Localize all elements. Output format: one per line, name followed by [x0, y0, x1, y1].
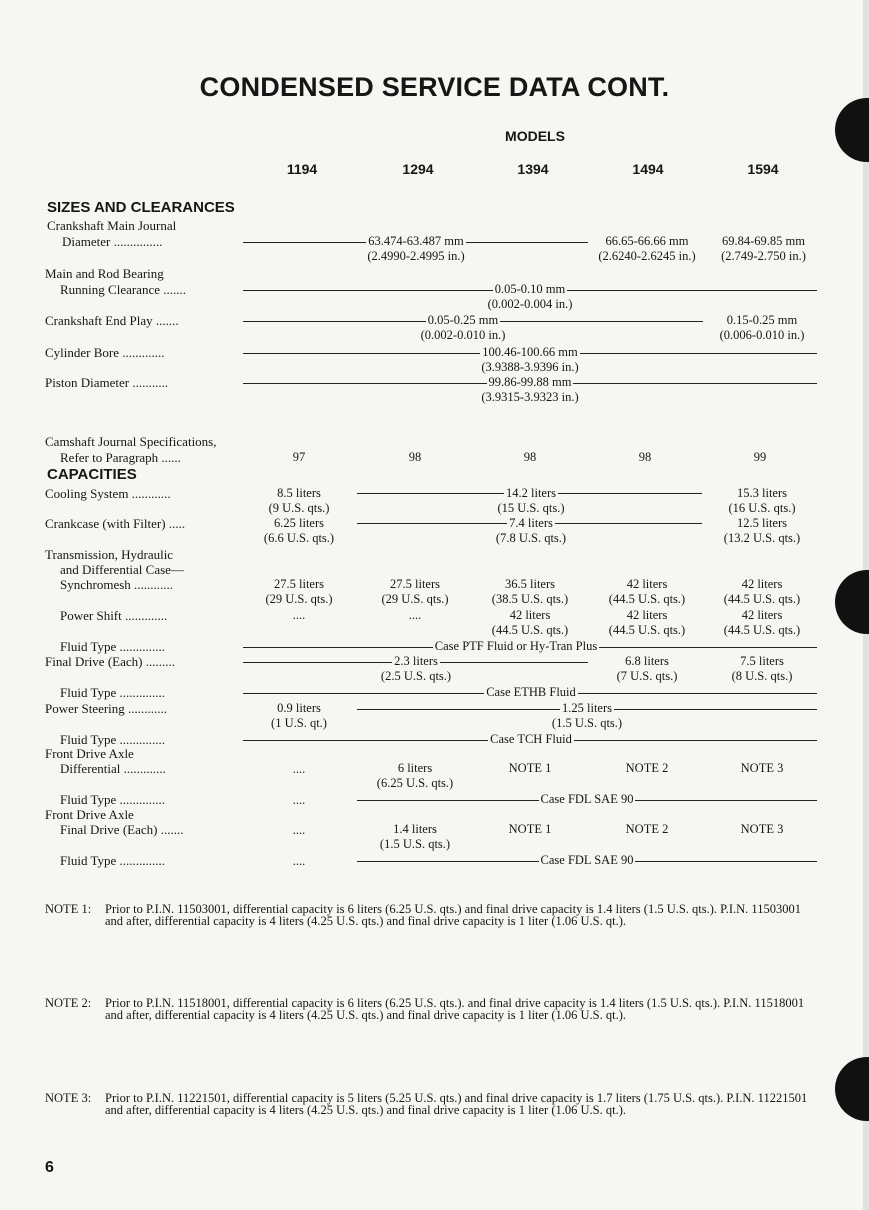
model-1594: 1594 — [747, 161, 779, 177]
front-final-fluid: Case FDL SAE 90 — [540, 853, 634, 867]
camshaft-1194: 97 — [292, 450, 306, 464]
label-final-drive-fluid-type: Fluid Type .............. — [60, 685, 166, 700]
camshaft-1494: 98 — [638, 450, 652, 464]
label-power-steering-fluid-type: Fluid Type .............. — [60, 732, 166, 747]
label-front-final-fluid-type: Fluid Type .............. — [60, 853, 166, 868]
label-front-diff-1: Front Drive Axle — [45, 746, 134, 761]
label-end-play: Crankshaft End Play ....... — [45, 313, 179, 328]
power-shift-1494-l: 42 liters — [626, 608, 668, 622]
final-drive-1494-l: 6.8 liters — [625, 654, 669, 668]
crankcase-1594-qt: (13.2 U.S. qts.) — [723, 531, 801, 545]
label-bearing-2: Running Clearance ....... — [60, 282, 186, 297]
power-steering-1194-l: 0.9 liters — [277, 701, 321, 715]
power-shift-1194: .... — [292, 608, 306, 622]
label-front-diff-2: Differential ............. — [60, 761, 166, 776]
sync-1494-qt: (44.5 U.S. qts.) — [608, 592, 686, 606]
note-2-tag: NOTE 2: — [45, 996, 92, 1010]
label-bearing-1: Main and Rod Bearing — [45, 266, 164, 281]
note-1-text: Prior to P.I.N. 11503001, differential capacity is 6 liters (6.25 U.S. qts.) and final drive capacity is 1.4 liters (1.5 U.S. qts.). P.I.N. 11503001 and after, differential capacity is 4 liters (4.25 U.S. qts.) and final drive capacity is 1 liter (1.06 U.S. qt.). — [105, 902, 801, 928]
sync-1594-l: 42 liters — [741, 577, 783, 591]
front-final-fluid-1194: .... — [292, 854, 306, 868]
final-drive-1594-l: 7.5 liters — [740, 654, 784, 668]
cooling-1594-l: 15.3 liters — [737, 486, 787, 500]
sync-1394-l: 36.5 liters — [505, 577, 555, 591]
front-diff-fluid: Case FDL SAE 90 — [540, 792, 634, 806]
front-final-1494-note: NOTE 2 — [625, 822, 669, 836]
front-final-1294-l: 1.4 liters — [393, 822, 437, 836]
final-drive-span-l: 2.3 liters — [394, 654, 438, 668]
final-drive-1594-qt: (8 U.S. qts.) — [731, 669, 793, 683]
bearing-mm: 0.05-0.10 mm — [494, 282, 566, 296]
crankcase-span-l: 7.4 liters — [509, 516, 553, 530]
label-front-diff-fluid-type: Fluid Type .............. — [60, 792, 166, 807]
piston-mm: 99.86-99.88 mm — [488, 375, 572, 389]
crank-main-1594-mm: 69.84-69.85 mm — [722, 234, 805, 248]
camshaft-1394: 98 — [523, 450, 537, 464]
end-play-span-mm: 0.05-0.25 mm — [427, 313, 499, 327]
piston-in: (3.9315-3.9323 in.) — [481, 390, 579, 404]
end-play-1594-in: (0.006-0.010 in.) — [719, 328, 805, 342]
final-drive-span-qt: (2.5 U.S. qts.) — [380, 669, 452, 683]
label-piston-diameter: Piston Diameter ........... — [45, 375, 169, 390]
note-3-text: Prior to P.I.N. 11221501, differential capacity is 5 liters (5.25 U.S. qts.) and final drive capacity is 1.7 liters (1.75 U.S. qts.). P.I.N. 11221501 and after, differential capacity is 4 liters (4.25 U.S. qts.) and final drive capacity is 1 liter (1.06 U.S. qt.). — [105, 1091, 808, 1117]
end-play-span-in: (0.002-0.010 in.) — [420, 328, 506, 342]
front-diff-1494-note: NOTE 2 — [625, 761, 669, 775]
power-shift-1294: .... — [408, 608, 422, 622]
front-final-1194: .... — [292, 823, 306, 837]
power-shift-1394-l: 42 liters — [509, 608, 551, 622]
note-3-tag: NOTE 3: — [45, 1091, 92, 1105]
label-front-final-1: Front Drive Axle — [45, 807, 134, 822]
label-front-final-2: Final Drive (Each) ....... — [60, 822, 184, 837]
sync-1594-qt: (44.5 U.S. qts.) — [723, 592, 801, 606]
front-diff-1194: .... — [292, 762, 306, 776]
bearing-in: (0.002-0.004 in.) — [487, 297, 573, 311]
label-transmission-1: Transmission, Hydraulic — [45, 547, 174, 562]
label-crank-main-2: Diameter ............... — [62, 234, 163, 249]
crank-main-span-mm: 63.474-63.487 mm — [368, 234, 464, 248]
cooling-span-qt: (15 U.S. qts.) — [497, 501, 565, 515]
note-1-tag: NOTE 1: — [45, 902, 92, 916]
model-1394: 1394 — [517, 161, 549, 177]
sync-1294-l: 27.5 liters — [390, 577, 440, 591]
label-transmission-2: and Differential Case— — [60, 562, 184, 577]
note-2-text: Prior to P.I.N. 11518001, differential capacity is 6 liters (6.25 U.S. qts.). and final drive capacity is 1.4 liters (1.5 U.S. qts.). P.I.N. 11518001 and after, differential capacity is 4 liters (4.25 U.S. qts.) and final drive capacity is 1 liter (1.06 U.S. qt.). — [105, 996, 805, 1022]
power-steering-fluid: Case TCH Fluid — [490, 732, 572, 746]
final-drive-fluid: Case ETHB Fluid — [486, 685, 576, 699]
note-2 — [45, 997, 817, 1021]
label-final-drive: Final Drive (Each) ......... — [45, 654, 175, 669]
crankcase-span-qt: (7.8 U.S. qts.) — [495, 531, 567, 545]
sync-1494-l: 42 liters — [626, 577, 668, 591]
end-play-1594-mm: 0.15-0.25 mm — [726, 313, 798, 327]
crankcase-1194-qt: (6.6 U.S. qts.) — [263, 531, 335, 545]
power-steering-1194-qt: (1 U.S. qt.) — [271, 716, 327, 730]
front-final-1294-qt: (1.5 U.S. qts.) — [379, 837, 451, 851]
cooling-span-l: 14.2 liters — [506, 486, 556, 500]
bore-in: (3.9388-3.9396 in.) — [481, 360, 579, 374]
front-diff-1394-note: NOTE 1 — [508, 761, 552, 775]
final-drive-1494-qt: (7 U.S. qts.) — [616, 669, 678, 683]
label-trans-fluid-type: Fluid Type .............. — [60, 639, 166, 654]
label-camshaft-2: Refer to Paragraph ...... — [60, 450, 181, 465]
model-1494: 1494 — [632, 161, 664, 177]
camshaft-1594: 99 — [753, 450, 767, 464]
models-header: MODELS — [505, 128, 565, 144]
front-diff-fluid-1194: .... — [292, 793, 306, 807]
power-steering-span-qt: (1.5 U.S. qts.) — [551, 716, 623, 730]
label-synchromesh: Synchromesh ............ — [60, 577, 174, 592]
camshaft-1294: 98 — [408, 450, 422, 464]
power-shift-1594-qt: (44.5 U.S. qts.) — [723, 623, 801, 637]
front-diff-1294-l: 6 liters — [397, 761, 433, 775]
crank-main-span-in: (2.4990-2.4995 in.) — [367, 249, 465, 263]
power-steering-span-l: 1.25 liters — [562, 701, 612, 715]
crankcase-1194-l: 6.25 liters — [274, 516, 324, 530]
section-sizes-clearances: SIZES AND CLEARANCES — [47, 199, 235, 216]
crank-main-1494-in: (2.6240-2.6245 in.) — [598, 249, 696, 263]
crank-main-1494-mm: 66.65-66.66 mm — [605, 234, 689, 248]
note-3 — [45, 1092, 817, 1116]
crankcase-1594-l: 12.5 liters — [737, 516, 787, 530]
note-1 — [45, 903, 817, 927]
power-shift-1594-l: 42 liters — [741, 608, 783, 622]
page-number: 6 — [45, 1159, 54, 1176]
front-final-1594-note: NOTE 3 — [740, 822, 784, 836]
sync-1294-qt: (29 U.S. qts.) — [381, 592, 449, 606]
page-title: CONDENSED SERVICE DATA CONT. — [199, 72, 670, 102]
label-crankcase: Crankcase (with Filter) ..... — [45, 516, 186, 531]
front-diff-1294-qt: (6.25 U.S. qts.) — [376, 776, 454, 790]
model-1294: 1294 — [402, 161, 434, 177]
bore-mm: 100.46-100.66 mm — [482, 345, 578, 359]
binder-hole-bottom — [835, 1057, 869, 1121]
label-cooling: Cooling System ............ — [45, 486, 171, 501]
cooling-1194-qt: (9 U.S. qts.) — [268, 501, 330, 515]
trans-fluid: Case PTF Fluid or Hy-Tran Plus — [434, 639, 598, 653]
cooling-1594-qt: (16 U.S. qts.) — [728, 501, 796, 515]
power-shift-1494-qt: (44.5 U.S. qts.) — [608, 623, 686, 637]
label-cylinder-bore: Cylinder Bore ............. — [45, 345, 165, 360]
sync-1394-qt: (38.5 U.S. qts.) — [491, 592, 569, 606]
crank-main-1594-in: (2.749-2.750 in.) — [721, 249, 806, 263]
cooling-1194-l: 8.5 liters — [277, 486, 321, 500]
label-camshaft-1: Camshaft Journal Specifications, — [45, 434, 217, 449]
front-final-1394-note: NOTE 1 — [508, 822, 552, 836]
label-power-shift: Power Shift ............. — [60, 608, 168, 623]
label-crank-main-1: Crankshaft Main Journal — [47, 218, 177, 233]
model-1194: 1194 — [286, 161, 318, 177]
power-shift-1394-qt: (44.5 U.S. qts.) — [491, 623, 569, 637]
front-diff-1594-note: NOTE 3 — [740, 761, 784, 775]
sync-1194-l: 27.5 liters — [274, 577, 324, 591]
section-capacities: CAPACITIES — [47, 466, 137, 483]
sync-1194-qt: (29 U.S. qts.) — [265, 592, 333, 606]
binder-hole-middle — [835, 570, 869, 634]
binder-hole-top — [835, 98, 869, 162]
label-power-steering: Power Steering ............ — [45, 701, 168, 716]
